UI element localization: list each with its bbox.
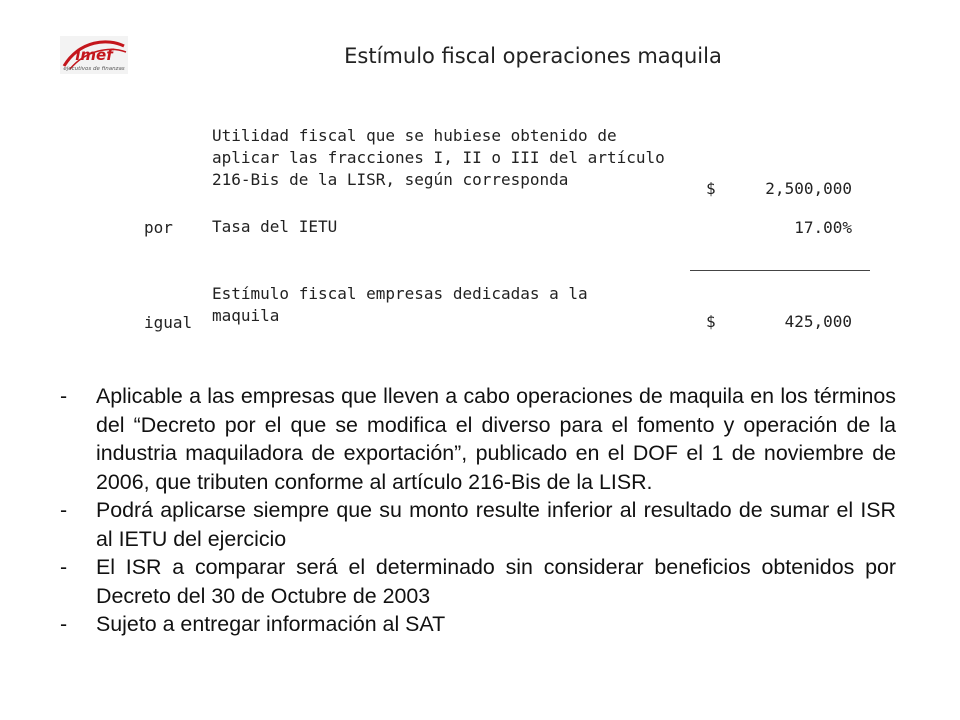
- calc-row-3-operator: igual: [144, 313, 193, 332]
- bullet-dash: -: [60, 555, 68, 579]
- calc-row-3-amount: 425,000: [784, 312, 852, 331]
- bullet-item: [60, 610, 896, 639]
- calc-row-3-description: Estímulo fiscal empresas dedicadas a la maquila: [212, 284, 588, 325]
- calc-row-1-amount: 2,500,000: [765, 179, 852, 198]
- calc-row-2-amount: 17.00%: [794, 218, 852, 237]
- bullet-dash: -: [60, 384, 68, 408]
- total-rule: [690, 270, 870, 271]
- slide-title: Estímulo fiscal operaciones maquila: [344, 44, 722, 68]
- calc-row-2-operator: por: [144, 218, 173, 237]
- logo-tagline: ejecutivos de finanzas: [63, 66, 125, 72]
- calc-row-3-currency: $: [706, 312, 716, 331]
- bullet-item: [60, 553, 896, 610]
- bullet-text: Podrá aplicarse siempre que su monto resulte inferior al resultado de sumar el ISR al IETU del ejercicio: [96, 498, 896, 551]
- bullet-dash: -: [60, 498, 68, 522]
- calc-row-1-currency: $: [706, 179, 716, 198]
- bullet-text: Sujeto a entregar información al SAT: [96, 612, 446, 636]
- calc-row-1-description: Utilidad fiscal que se hubiese obtenido de aplicar las fracciones I, II o III del artículo 216-Bis de la LISR, según corresponda: [212, 126, 665, 189]
- logo-brand: imef: [75, 46, 113, 64]
- bullet-item: [60, 382, 896, 496]
- bullet-text: Aplicable a las empresas que lleven a cabo operaciones de maquila en los términos del “Decreto por el que se modifica el diverso para el fomento y operación de la industria maquiladora de exportación”, publicado en el DOF el 1 de noviembre de 2006, que tributen conforme al artículo 216-Bis de la LISR.: [96, 384, 896, 494]
- calc-row-2-description: Tasa del IETU: [212, 217, 338, 236]
- bullet-text: El ISR a comparar será el determinado sin considerar beneficios obtenidos por Decreto del 30 de Octubre de 2003: [96, 555, 896, 608]
- bullet-item: [60, 496, 896, 553]
- bullet-dash: -: [60, 612, 68, 636]
- bullet-list: [60, 382, 896, 639]
